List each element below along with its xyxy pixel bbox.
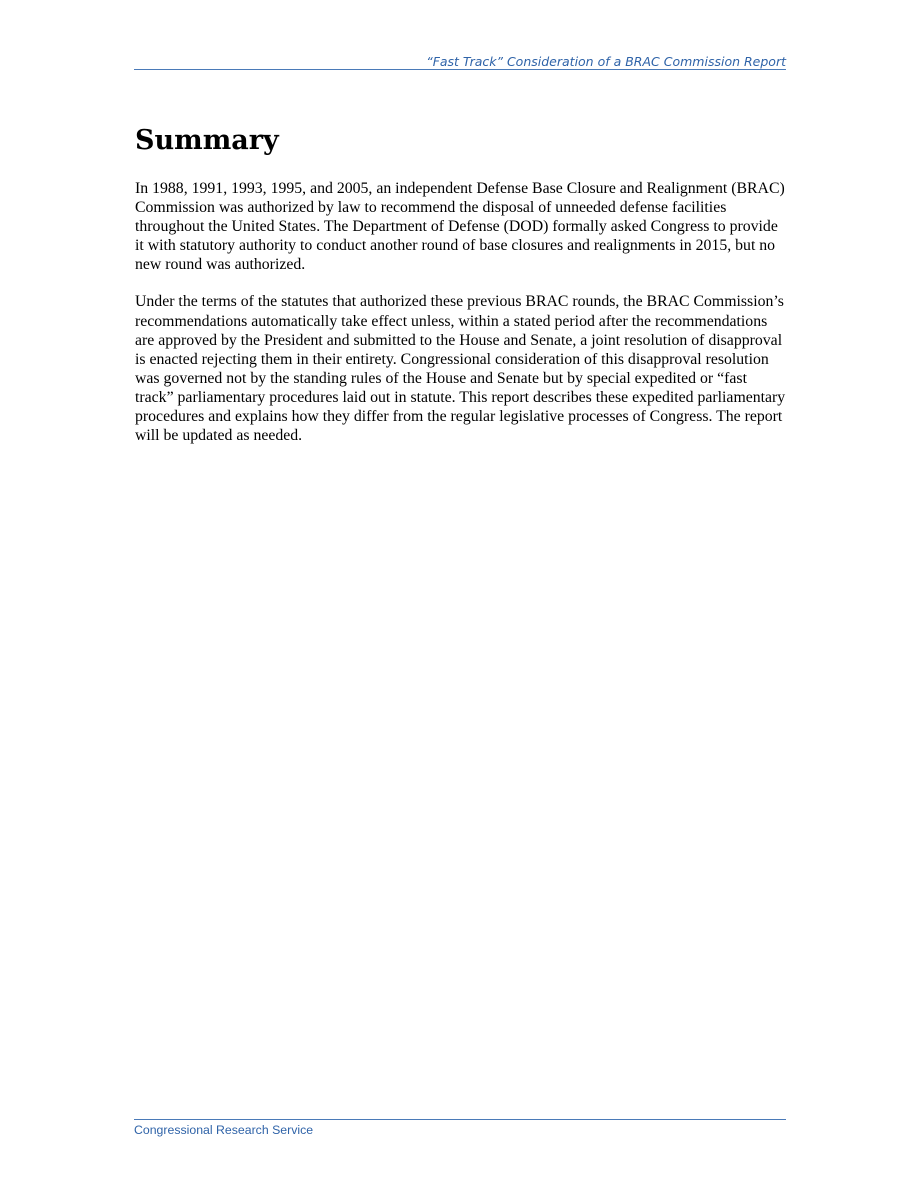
- summary-paragraph-2: Under the terms of the statutes that authorized these previous BRAC rounds, the BRAC Commission’s recommendations automatically take effect unless, within a stated period after the recommendations are approved by the President and submitted to the House and Senate, a joint resolution of disapproval is enacted rejecting them in their entirety. Congressional consideration of this disapproval resolution was governed not by the standing rules of the House and Senate but by special expedited or “fast track” parliamentary procedures laid out in statute. This report describes these expedited parliamentary procedures and explains how they differ from the regular legislative processes of Congress. The report will be updated as needed.: [135, 293, 786, 445]
- footer-organization: Congressional Research Service: [134, 1123, 314, 1137]
- document-body: [135, 122, 787, 463]
- page-header: [134, 54, 786, 70]
- running-title: “Fast Track” Consideration of a BRAC Commission Report: [426, 54, 786, 69]
- summary-paragraph-1: In 1988, 1991, 1993, 1995, and 2005, an independent Defense Base Closure and Realignment (BRAC) Commission was authorized by law to recommend the disposal of unneeded defense facilities throughout the United States. The Department of Defense (DOD) formally asked Congress to provide it with statutory authority to conduct another round of base closures and realignments in 2015, but no new round was authorized.: [135, 180, 785, 274]
- section-heading: Summary: [135, 125, 279, 156]
- page-footer: [134, 1119, 786, 1138]
